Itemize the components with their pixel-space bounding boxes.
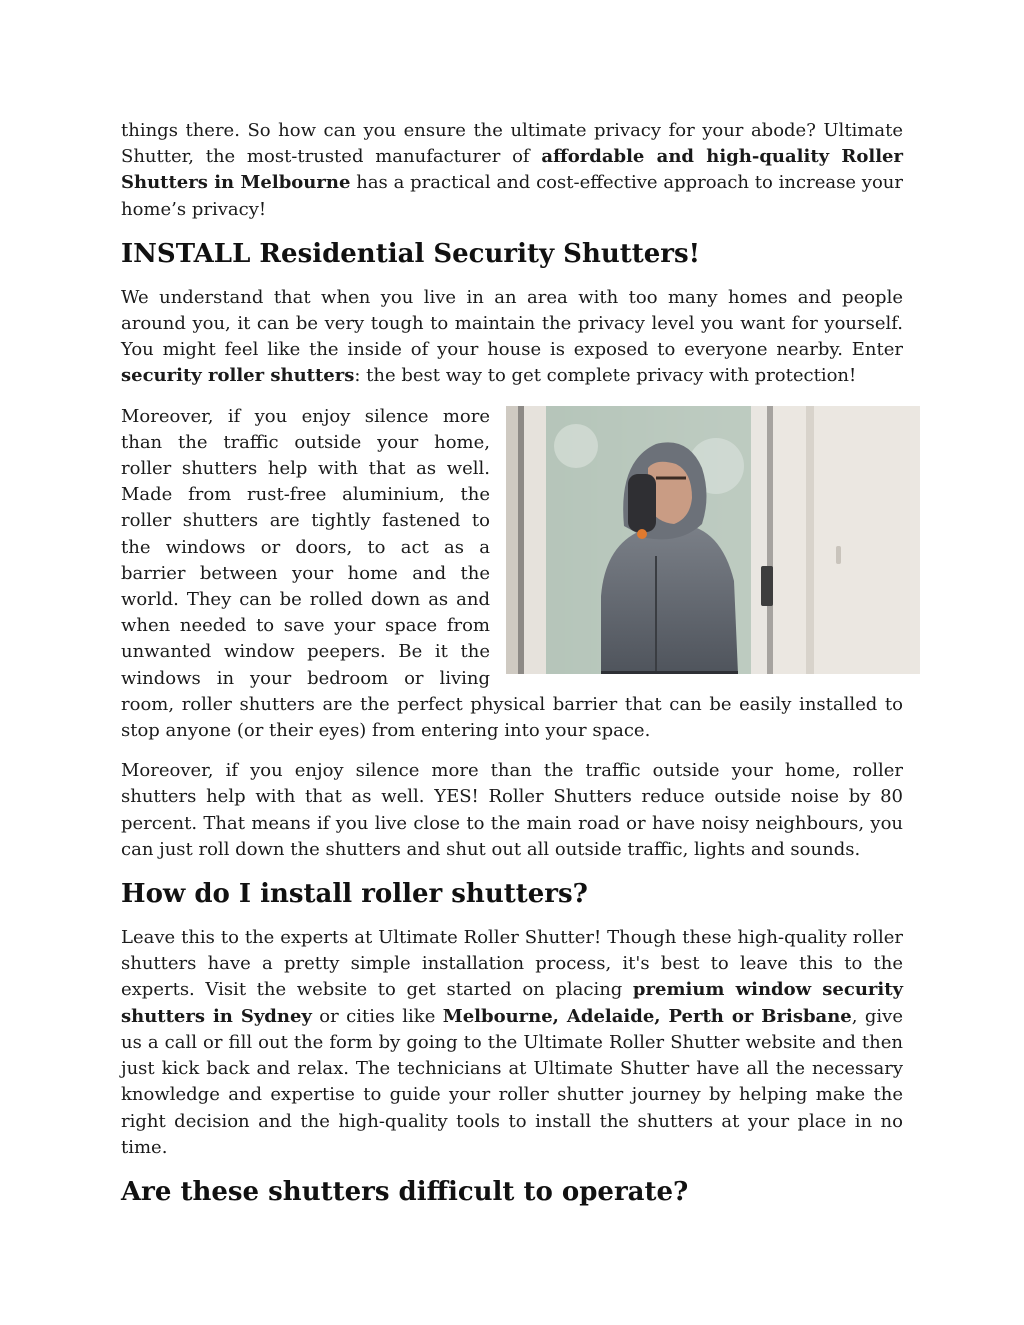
bold-keyword: security roller shutters [121,365,355,387]
paragraph-silence-barrier: Moreover, if you enjoy silence more than the traffic outside your home, roller shutters help with that as well. Made from rust-free aluminium, the roller shutters are tightly fastened to the windows or doors, to act as a barrier between your home and the world. They can be rolled down as and when needed to save your space from unwanted window peepers. Be it the windows in your bedroom or living room, roller shutters are the perfect physical barrier that can be easily installed to stop anyone (or their eyes) from entering into your space. [121,405,903,742]
paragraph-noise-reduction: Moreover, if you enjoy silence more than the traffic outside your home, roller shutters help with that as well. YES! Roller Shutters reduce outside noise by 80 percent. That means if you live close to the main road or have noisy neighbours, you can just roll down the shutters and shut out all outside traffic, lights and sounds. [121,760,903,860]
burglar-at-window-photo [506,406,920,674]
heading-install-shutters: INSTALL Residential Security Shutters! [121,238,701,269]
heading-difficult-operate: Are these shutters difficult to operate? [121,1176,689,1207]
bold-keyword: Melbourne, Adelaide, Perth or Brisbane [442,1005,852,1027]
paragraph-intro: things there. So how can you ensure the ultimate privacy for your abode? Ultimate Shutter, the most-trusted manufacturer of affordable and high-quality Roller Shutters in Melbourne has a practical and cost-effective approach to increase your home’s privacy! [121,120,903,220]
paragraph-experts: Leave this to the experts at Ultimate Roller Shutter! Though these high-quality roller shutters have a pretty simple installation process, it's best to leave this to the experts. Visit the website to get started on placing premium window security shutters in Sydney or cities like Melbourne, Adelaide, Perth or Brisbane, give us a call or fill out the form by going to the Ultimate Roller Shutter website and then just kick back and relax. The technicians at Ultimate Shutter have all the necessary knowledge and expertise to guide your roller shutter journey by helping make the right decision and the high-quality tools to install the shutters at your place in no time. [121,927,903,1158]
heading-how-install: How do I install roller shutters? [121,879,588,910]
bold-keyword: affordable and high-quality Roller Shutters in Melbourne [121,146,903,194]
paragraph-privacy: We understand that when you live in an area with too many homes and people around you, it can be very tough to maintain the privacy level you want for yourself. You might feel like the inside of your house is exposed to everyone nearby. Enter security roller shutters: the best way to get complete privacy with protection! [121,286,903,387]
document-page [121,118,903,1223]
bold-keyword: premium window security shutters in Sydney [121,979,903,1027]
